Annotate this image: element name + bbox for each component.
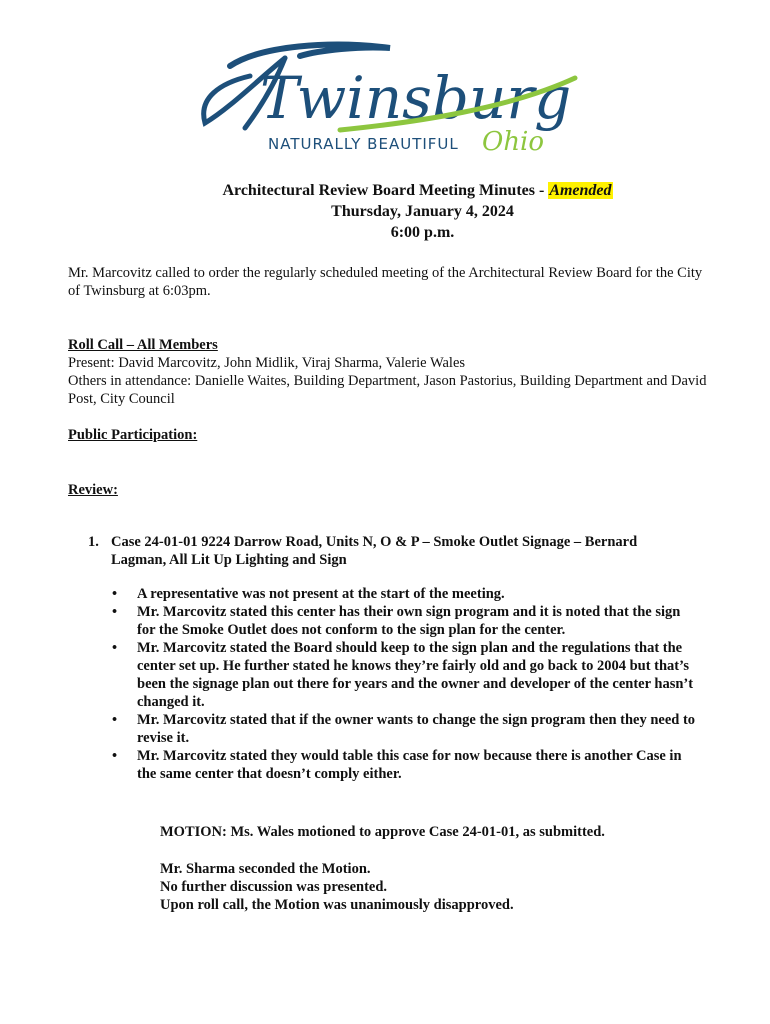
logo-wordmark: Twinsburg <box>260 64 572 132</box>
roll-call-others: Others in attendance: Danielle Waites, Building Department, Jason Pastorius, Building Department and David Post, City Council <box>68 373 707 407</box>
motion-text: MOTION: Ms. Wales motioned to approve Case 24-01-01, as submitted. <box>160 824 605 840</box>
case-title: Case 24-01-01 9224 Darrow Road, Units N, O & P – Smoke Outlet Signage – Bernard Lagman, All Lit Up Lighting and Sign <box>111 534 638 568</box>
twinsburg-logo <box>190 38 590 158</box>
title-text: Architectural Review Board Meeting Minutes - <box>222 182 549 199</box>
motion-seconded: Mr. Sharma seconded the Motion. <box>160 861 371 877</box>
list-item: • Mr. Marcovitz stated they would table this case for now because there is another Case in the same center that doesn’t comply either. <box>112 748 682 782</box>
public-participation-heading: Public Participation: <box>68 427 198 443</box>
meeting-time: 6:00 p.m. <box>390 224 455 241</box>
intro-paragraph: Mr. Marcovitz called to order the regularly scheduled meeting of the Architectural Review Board for the City of Twinsburg at 6:03pm. <box>68 265 703 299</box>
bullet-icon: • <box>112 640 118 656</box>
bullet-icon: • <box>112 712 118 728</box>
motion-discussion: No further discussion was presented. <box>160 879 388 895</box>
bullet-icon: • <box>112 748 118 764</box>
amended-highlight: Amended <box>549 182 612 199</box>
motion-result: Upon roll call, the Motion was unanimously disapproved. <box>160 897 514 913</box>
list-item: • Mr. Marcovitz stated the Board should keep to the sign plan and the regulations that the center set up. He further stated he knows they’re fairly old and go back to 2004 but that’s been the signage plan out there for years and the owner and developer of the center hasn’t changed it. <box>112 640 694 710</box>
logo-state: Ohio <box>482 127 545 157</box>
bullet-icon: • <box>112 586 118 602</box>
case-bullet-list <box>112 585 702 783</box>
roll-call-heading: Roll Call – All Members <box>68 337 218 353</box>
meeting-date: Thursday, January 4, 2024 <box>331 203 514 220</box>
document-title <box>0 180 770 243</box>
roll-call-present: Present: David Marcovitz, John Midlik, Viraj Sharma, Valerie Wales <box>68 355 466 371</box>
list-item: • Mr. Marcovitz stated this center has their own sign program and it is noted that the sign for the Smoke Outlet does not conform to the sign plan for the center. <box>112 604 681 638</box>
list-item: • Mr. Marcovitz stated that if the owner wants to change the sign program then they need to revise it. <box>112 712 696 746</box>
list-item: • A representative was not present at the start of the meeting. <box>112 586 505 602</box>
case-number: 1. <box>88 534 99 550</box>
case-item <box>88 533 688 569</box>
logo-tagline: NATURALLY BEAUTIFUL <box>268 135 459 153</box>
review-heading: Review: <box>68 482 118 498</box>
bullet-icon: • <box>112 604 118 620</box>
